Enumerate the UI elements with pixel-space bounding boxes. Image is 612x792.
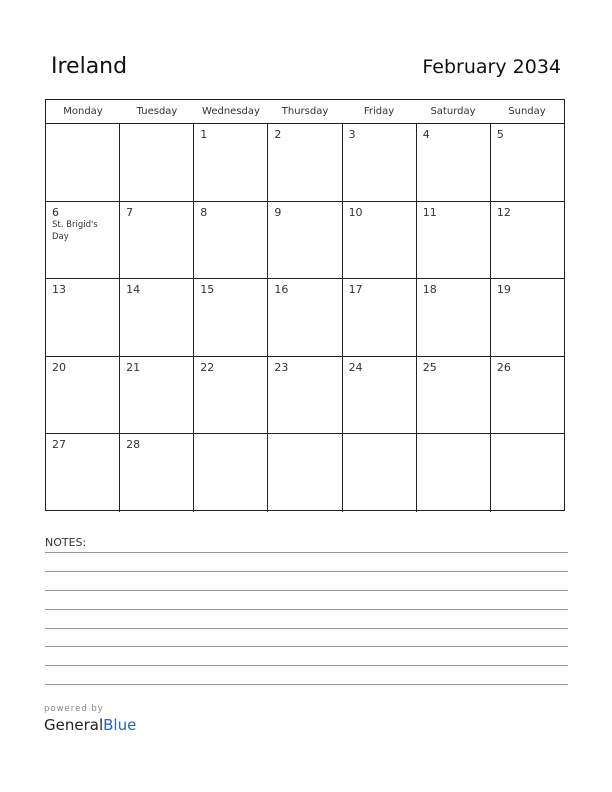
- day-cell: [491, 124, 564, 201]
- day-number: 22: [200, 360, 215, 374]
- weekday-header: Sunday: [508, 106, 546, 117]
- brand-blue: Blue: [103, 716, 137, 734]
- day-cell: [343, 434, 417, 512]
- note-line: [45, 609, 568, 610]
- day-cell: [268, 434, 342, 512]
- week-row: [46, 279, 564, 357]
- day-number: 13: [52, 283, 66, 297]
- calendar-grid: [45, 99, 565, 511]
- day-number: 2: [274, 128, 282, 141]
- day-number: 21: [126, 360, 141, 374]
- note-line: [45, 628, 568, 629]
- day-number: 18: [422, 283, 437, 297]
- day-number: 27: [52, 438, 66, 452]
- weekday-header: Saturday: [430, 106, 476, 117]
- brand-logo: [44, 704, 136, 734]
- day-cell: [491, 434, 564, 512]
- day-cell: [417, 357, 491, 434]
- day-number: 6: [52, 205, 59, 219]
- day-cell: [491, 279, 564, 356]
- day-cell: [46, 124, 120, 201]
- weekday-header: Monday: [63, 106, 103, 117]
- day-cell: [343, 124, 417, 201]
- notes-label: NOTES:: [45, 536, 87, 549]
- day-number: 19: [496, 283, 511, 297]
- day-number: 26: [496, 360, 511, 374]
- day-cell: [343, 279, 417, 356]
- day-number: 4: [422, 128, 430, 141]
- day-number: 24: [348, 360, 363, 374]
- country-title: Ireland: [51, 54, 128, 79]
- weekday-header: Thursday: [281, 106, 329, 117]
- week-row: [46, 124, 564, 202]
- day-cell: [417, 434, 491, 512]
- day-cell: [417, 279, 491, 356]
- day-cell: [46, 434, 120, 512]
- weekday-header: Wednesday: [202, 106, 260, 117]
- day-cell: [268, 279, 342, 356]
- day-number: 3: [348, 128, 356, 141]
- day-cell: [417, 124, 491, 201]
- weekday-header: Tuesday: [136, 106, 178, 117]
- day-cell: [194, 434, 268, 512]
- powered-by-text: powered by: [44, 704, 104, 714]
- day-cell: [417, 202, 491, 279]
- notes-section: [45, 536, 568, 549]
- day-number: 12: [496, 205, 511, 219]
- day-cell: [46, 357, 120, 434]
- day-cell: [120, 357, 194, 434]
- note-line: [45, 646, 568, 647]
- weekday-header: Friday: [363, 106, 395, 117]
- day-number: 23: [274, 360, 289, 374]
- day-cell: [120, 202, 194, 279]
- note-line: [45, 590, 568, 591]
- note-line: [45, 571, 568, 572]
- day-cell: [343, 357, 417, 434]
- day-cell: [46, 202, 120, 279]
- day-number: 11: [422, 205, 437, 219]
- note-line: [45, 665, 568, 666]
- day-number: 10: [348, 205, 363, 219]
- brand-name: [44, 716, 136, 734]
- day-cell: [120, 434, 194, 512]
- brand-general: General: [44, 716, 104, 734]
- day-cell: [268, 202, 342, 279]
- day-number: 15: [200, 283, 215, 297]
- day-cell: [120, 279, 194, 356]
- day-cell: [194, 124, 268, 201]
- day-number: 5: [496, 128, 504, 141]
- day-cell: [343, 202, 417, 279]
- month-title: February 2034: [422, 56, 561, 78]
- day-number: 25: [422, 360, 437, 374]
- note-line: [45, 684, 568, 685]
- day-number: 20: [52, 360, 66, 374]
- day-number: 8: [200, 205, 208, 219]
- week-row: [46, 357, 564, 435]
- week-row: [46, 434, 564, 512]
- day-cell: [268, 124, 342, 201]
- day-number: 1: [200, 128, 208, 141]
- day-number: 16: [274, 283, 289, 297]
- day-cell: [268, 357, 342, 434]
- day-number: 7: [126, 205, 134, 219]
- holiday-label: St. Brigid's Day: [52, 219, 98, 242]
- day-cell: [46, 279, 120, 356]
- week-row: [46, 202, 564, 280]
- day-cell: [491, 202, 564, 279]
- day-number: 28: [126, 438, 141, 452]
- day-number: 14: [126, 283, 141, 297]
- day-cell: [491, 357, 564, 434]
- weekday-header-row: [46, 100, 564, 124]
- day-cell: [194, 357, 268, 434]
- day-number: 17: [348, 283, 363, 297]
- day-cell: [120, 124, 194, 201]
- note-line: [45, 552, 568, 553]
- day-cell: [194, 202, 268, 279]
- day-number: 9: [274, 205, 282, 219]
- day-cell: [194, 279, 268, 356]
